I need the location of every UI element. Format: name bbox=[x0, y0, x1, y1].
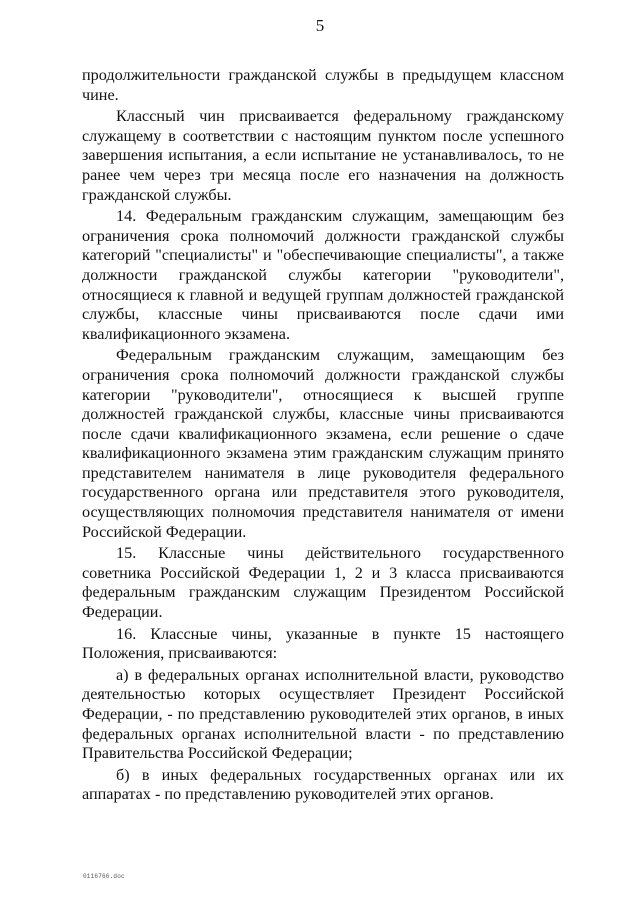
paragraph-16: 16. Классные чины, указанные в пункте 15 настоящего Положения, присваиваются: bbox=[82, 624, 564, 663]
document-body bbox=[82, 66, 564, 807]
paragraph-16-item-b: б) в иных федеральных государственных органах или их аппаратах - по представлению руководителей этих органов. bbox=[82, 765, 564, 804]
paragraph-class-rank-assignment: Классный чин присваивается федеральному гражданскому служащему в соответствии с настоящим пунктом после успешного завершения испытания, а если испытание не устанавливалось, то не ранее чем через три месяца после его назначения на должность гражданской службы. bbox=[82, 107, 564, 204]
document-footer-code: 0116766.doc bbox=[83, 873, 125, 880]
paragraph-14: 14. Федеральным гражданским служащим, замещающим без ограничения срока полномочий должности гражданской службы категорий "специалисты" и "обеспечивающие специалисты", а также должности гражданской службы категории "руководители", относящиеся к главной и ведущей группам должностей гражданской службы, классные чины присваиваются после сдачи ими квалификационного экзамена. bbox=[82, 207, 564, 343]
page-number: 5 bbox=[315, 16, 325, 35]
paragraph-continuation: продолжительности гражданской службы в предыдущем классном чине. bbox=[82, 66, 564, 104]
paragraph-14-higher-group: Федеральным гражданским служащим, замещающим без ограничения срока полномочий должности гражданской службы категории "руководители", относящиеся к высшей группе должностей гражданской службы, классные чины присваиваются после сдачи квалификационного экзамена, если решение о сдаче квалификационного экзамена этим гражданским служащим принято представителем нанимателя в лице руководителя федерального государственного органа или представителя этого руководителя, осуществляющих полномочия представителя нанимателя от имени Российской Федерации. bbox=[82, 346, 564, 541]
paragraph-15: 15. Классные чины действительного государственного советника Российской Федерации 1, 2 и 3 класса присваиваются федеральным гражданским служащим Президентом Российской Федерации. bbox=[82, 544, 564, 622]
paragraph-16-item-a: а) в федеральных органах исполнительной власти, руководство деятельностью которых осуществляет Президент Российской Федерации, - по представлению руководителей этих органов, в иных федеральных органах исполнительной власти - по представлению Правительства Российской Федерации; bbox=[82, 665, 564, 763]
